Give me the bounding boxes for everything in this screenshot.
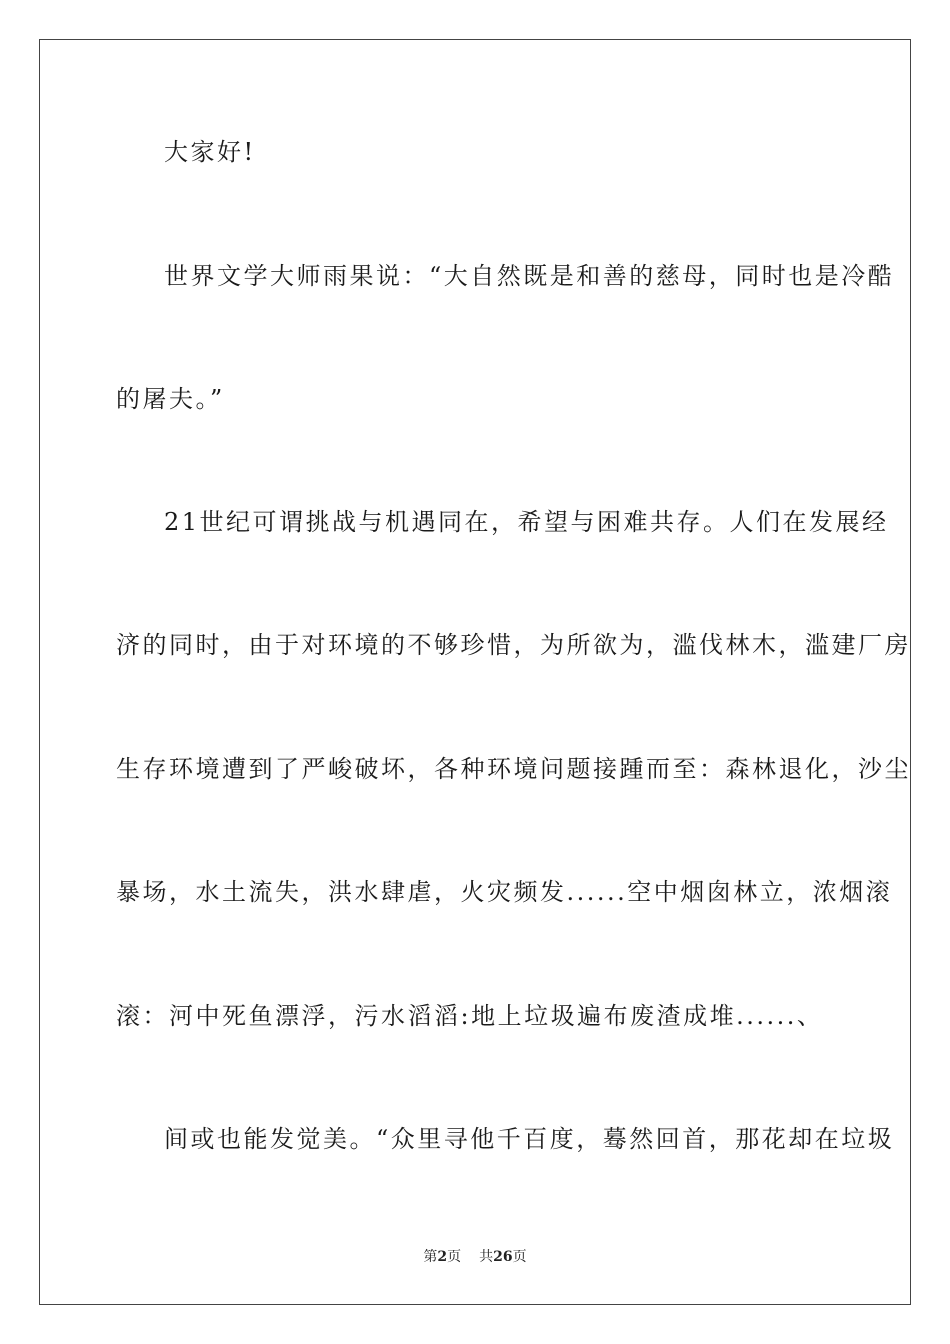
page-border — [39, 39, 911, 1305]
paragraph-line: 暴场，水土流失，洪水肆虐，火灾频发......空中烟囱林立，浓烟滚 — [116, 878, 893, 906]
page-footer — [0, 1248, 950, 1266]
greeting-line: 大家好! — [164, 138, 256, 166]
paragraph-line: 生存环境遭到了严峻破坏，各种环境问题接踵而至：森林退化，沙尘 — [116, 755, 911, 783]
paragraph-line: 世界文学大师雨果说：“大自然既是和善的慈母，同时也是冷酷 — [164, 262, 895, 290]
page-number-suffix: 页 — [447, 1249, 462, 1265]
paragraph-line: 的屠夫。” — [116, 385, 225, 413]
paragraph-line: 滚：河中死鱼漂浮，污水滔滔:地上垃圾遍布废渣成堆......、 — [116, 1002, 824, 1030]
total-pages-prefix: 共 — [479, 1249, 494, 1265]
paragraph-line: 济的同时，由于对环境的不够珍惜，为所欲为，滥伐林木，滥建厂房 — [116, 631, 911, 659]
total-page-count: 26 — [493, 1249, 513, 1265]
total-pages-suffix: 页 — [512, 1249, 527, 1265]
paragraph-line: 21世纪可谓挑战与机遇同在，希望与困难共存。人们在发展经 — [164, 508, 889, 536]
paragraph-line: 间或也能发觉美。“众里寻他千百度，蓦然回首，那花却在垃圾 — [164, 1125, 895, 1153]
page-number-prefix: 第 — [423, 1249, 438, 1265]
current-page-number: 2 — [437, 1249, 448, 1265]
